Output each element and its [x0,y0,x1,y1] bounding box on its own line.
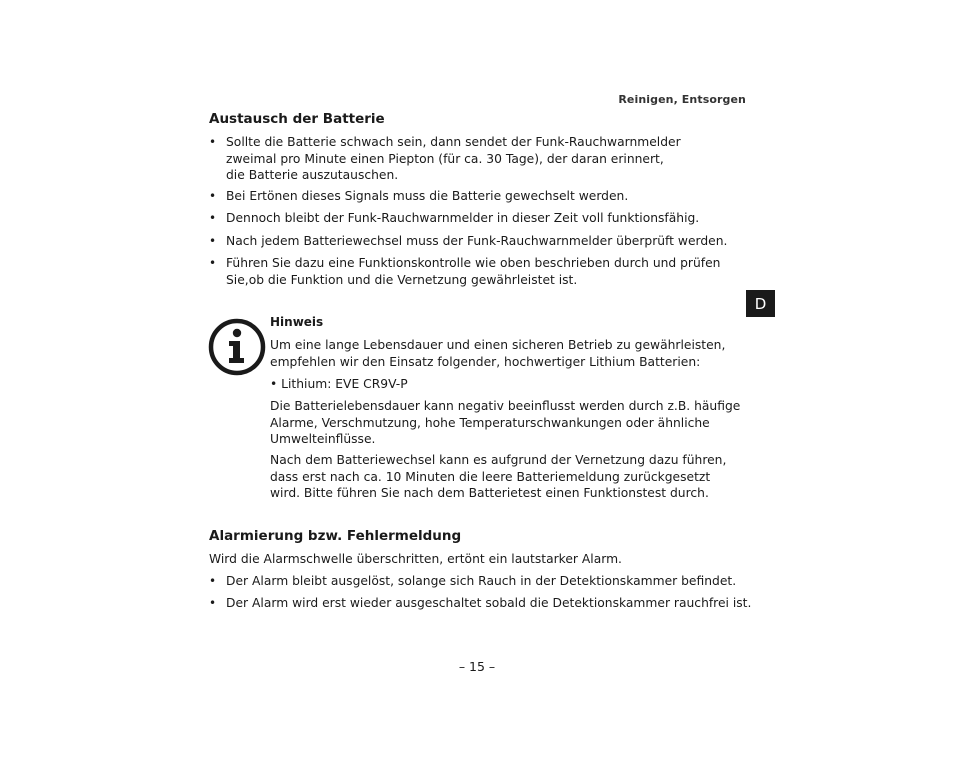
language-tab [746,290,775,317]
list-item: Bei Ertönen dieses Signals muss die Batterie gewechselt werden. [226,189,629,203]
alarm-section-title: Alarmierung bzw. Fehlermeldung [209,528,462,544]
alarm-intro: Wird die Alarmschwelle überschritten, ertönt ein lautstarker Alarm. [209,552,622,566]
info-icon [208,318,266,376]
bullet-dot: • [209,135,217,149]
note-paragraph: Nach dem Batteriewechsel kann es aufgrund der Vernetzung dazu führen, dass erst nach ca. 10 Minuten die leere Batteriemeldung zurückgesetzt wird. Bitte führen Sie nach dem Batterietest einen Funktionstest durch. [270,453,727,500]
list-item: Der Alarm wird erst wieder ausgeschaltet sobald die Detektionskammer rauchfrei ist. [226,596,752,610]
bullet-dot: • [209,189,217,203]
bullet-dot: • [209,256,217,270]
list-item: Sollte die Batterie schwach sein, dann sendet der Funk-Rauchwarnmelder zweimal pro Minute einen Piepton (für ca. 30 Tage), der daran erinnert, die Batterie auszutauschen. [226,135,681,182]
note-item: • Lithium: EVE CR9V-P [270,377,408,391]
list-item: Der Alarm bleibt ausgelöst, solange sich Rauch in der Detektionskammer befindet. [226,574,737,588]
section-header: Reinigen, Entsorgen [618,93,746,106]
bullet-dot: • [209,574,217,588]
battery-section-title: Austausch der Batterie [209,111,385,127]
page-number: – 15 – [458,659,496,674]
list-item: Dennoch bleibt der Funk-Rauchwarnmelder in dieser Zeit voll funktionsfähig. [226,211,700,225]
note-intro: Um eine lange Lebensdauer und einen sicheren Betrieb zu gewährleisten, empfehlen wir den Einsatz folgender, hochwertiger Lithium Batterien: [270,338,726,369]
bullet-dot: • [209,596,217,610]
note-title: Hinweis [270,315,324,329]
language-tab-label: D [754,294,767,313]
bullet-dot: • [209,234,217,248]
note-paragraph: Die Batterielebensdauer kann negativ beeinflusst werden durch z.B. häufige Alarme, Verschmutzung, hohe Temperaturschwankungen oder ähnliche Umwelteinflüsse. [270,399,741,446]
list-item: Führen Sie dazu eine Funktionskontrolle wie oben beschrieben durch und prüfen Sie,ob die Funktion und die Vernetzung gewährleistet ist. [226,256,721,287]
list-item: Nach jedem Batteriewechsel muss der Funk-Rauchwarnmelder überprüft werden. [226,234,728,248]
bullet-dot: • [209,211,217,225]
